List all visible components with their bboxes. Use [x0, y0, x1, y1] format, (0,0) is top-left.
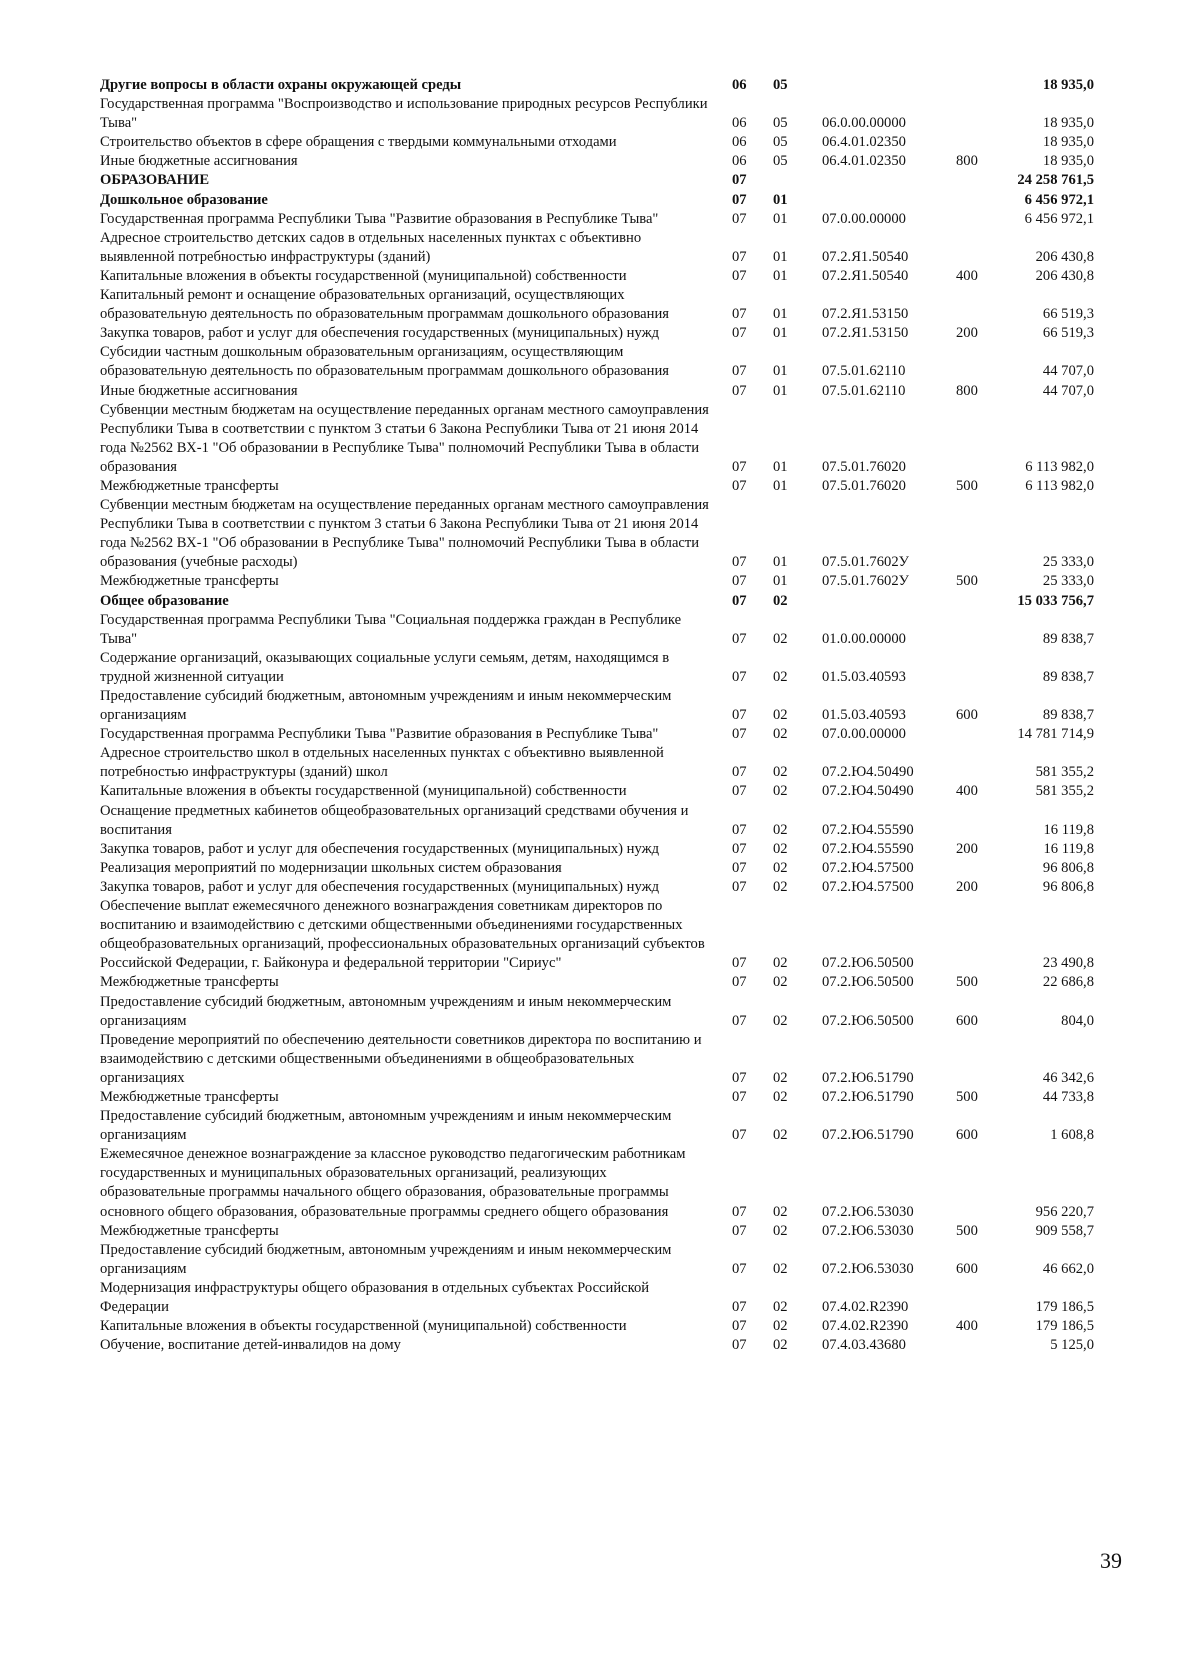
subsection-code: 02	[773, 764, 788, 781]
table-row	[100, 611, 1130, 649]
row-name: ОБРАЗОВАНИЕ	[100, 172, 210, 189]
subsection-code: 02	[773, 592, 788, 609]
section-code: 06	[732, 77, 747, 93]
table-row	[100, 859, 1130, 878]
section-code: 06	[732, 134, 747, 151]
amount: 956 220,7	[1035, 1203, 1094, 1220]
target-article-code: 07.2.Я1.50540	[822, 248, 909, 265]
expense-type-code: 200	[956, 878, 978, 895]
table-row	[100, 649, 1130, 687]
table-row	[100, 840, 1130, 859]
section-code: 07	[732, 707, 747, 724]
expense-type-code: 500	[956, 1088, 978, 1105]
expense-type-code: 400	[956, 1318, 978, 1335]
row-name: Капитальный ремонт и оснащение образовательных организаций, осуществляющих образовательную деятельность по образовательным программам дошкольного образования	[100, 287, 669, 323]
target-article-code: 07.4.02.R2390	[822, 1299, 909, 1315]
target-article-code: 06.0.00.00000	[822, 115, 906, 132]
amount: 1 608,8	[1050, 1127, 1094, 1144]
section-code: 07	[732, 306, 747, 323]
row-name: Предоставление субсидий бюджетным, автономным учреждениям и иным некоммерческим организациям	[100, 1241, 672, 1277]
target-article-code: 07.0.00.00000	[822, 726, 906, 743]
amount: 66 519,3	[1042, 306, 1094, 323]
target-article-code: 07.5.01.62110	[822, 363, 906, 380]
target-article-code: 07.5.01.7602У	[822, 573, 909, 590]
amount: 18 935,0	[1042, 153, 1094, 170]
table-row	[100, 572, 1130, 591]
target-article-code: 07.2.Ю4.50490	[822, 764, 914, 781]
table-row	[100, 382, 1130, 401]
target-article-code: 01.0.00.00000	[822, 630, 906, 647]
expense-type-code: 500	[956, 974, 978, 991]
table-row	[100, 324, 1130, 343]
expense-type-code: 600	[956, 1260, 978, 1277]
subsection-code: 02	[773, 955, 788, 972]
table-row	[100, 95, 1130, 133]
row-name: Строительство объектов в сфере обращения с твердыми коммунальными отходами	[100, 134, 617, 151]
row-name: Субвенции местным бюджетам на осуществление переданных органам местного самоуправления Республики Тыва в соответствии с пунктом 3 статьи 6 Закона Республики Тыва от 21 июня 2014 года №2562 ВХ-1 "Об образовании в Республике Тыва" полномочий Республики Тыва в области образования	[100, 401, 709, 475]
row-name: Закупка товаров, работ и услуг для обеспечения государственных (муниципальных) нужд	[100, 325, 660, 342]
amount: 581 355,2	[1035, 764, 1094, 781]
section-code: 07	[732, 974, 747, 991]
row-name: Предоставление субсидий бюджетным, автономным учреждениям и иным некоммерческим организациям	[100, 993, 672, 1029]
table-row	[100, 152, 1130, 171]
target-article-code: 07.5.01.7602У	[822, 554, 909, 571]
subsection-code: 01	[773, 267, 788, 284]
subsection-code: 05	[773, 115, 788, 132]
table-row	[100, 496, 1130, 572]
amount: 14 781 714,9	[1017, 726, 1094, 743]
expense-type-code: 600	[956, 1127, 978, 1144]
row-name: Субсидии частным дошкольным образовательным организациям, осуществляющим образовательную деятельность по образовательным программам дошкольного образования	[100, 344, 669, 380]
amount: 44 707,0	[1042, 363, 1094, 380]
table-row	[100, 171, 1130, 190]
subsection-code: 02	[773, 1088, 788, 1105]
row-name: Адресное строительство школ в отдельных населенных пунктах с объективно выявленной потребностью инфраструктуры (зданий) школ	[100, 745, 664, 781]
target-article-code: 01.5.03.40593	[822, 668, 906, 685]
subsection-code: 02	[773, 1069, 788, 1086]
row-name: Адресное строительство детских садов в отдельных населенных пунктах с объективно выявленной потребностью инфраструктуры (зданий)	[100, 229, 642, 265]
section-code: 07	[732, 1318, 747, 1335]
target-article-code: 06.4.01.02350	[822, 153, 906, 170]
section-code: 07	[732, 573, 747, 590]
section-code: 07	[732, 1069, 747, 1086]
amount: 179 186,5	[1035, 1299, 1094, 1315]
row-name: Межбюджетные трансферты	[100, 1222, 279, 1239]
subsection-code: 02	[773, 974, 788, 991]
expense-type-code: 600	[956, 707, 978, 724]
section-code: 07	[732, 592, 747, 609]
section-code: 07	[732, 859, 747, 876]
row-name: Государственная программа Республики Тыва "Развитие образования в Республике Тыва"	[100, 726, 659, 743]
subsection-code: 02	[773, 707, 788, 724]
budget-table	[100, 76, 1130, 1355]
amount: 89 838,7	[1042, 668, 1094, 685]
table-row	[100, 782, 1130, 801]
amount: 46 662,0	[1042, 1260, 1094, 1277]
table-row	[100, 267, 1130, 286]
row-name: Межбюджетные трансферты	[100, 1088, 279, 1105]
target-article-code: 07.2.Ю4.55590	[822, 840, 914, 857]
row-name: Общее образование	[100, 592, 229, 609]
target-article-code: 07.4.03.43680	[822, 1337, 906, 1354]
amount: 804,0	[1061, 1012, 1094, 1029]
section-code: 07	[732, 458, 747, 475]
target-article-code: 07.2.Ю6.51790	[822, 1088, 914, 1105]
subsection-code: 01	[773, 210, 788, 227]
table-row	[100, 1031, 1130, 1088]
subsection-code: 02	[773, 1299, 788, 1315]
row-name: Субвенции местным бюджетам на осуществление переданных органам местного самоуправления Республики Тыва в соответствии с пунктом 3 статьи 6 Закона Республики Тыва от 21 июня 2014 года №2562 ВХ-1 "Об образовании в Республике Тыва" полномочий Республики Тыва в области образования (учебные расходы)	[100, 497, 709, 571]
table-row	[100, 744, 1130, 782]
subsection-code: 02	[773, 821, 788, 838]
section-code: 07	[732, 1222, 747, 1239]
row-name: Проведение мероприятий по обеспечению деятельности советников директора по воспитанию и взаимодействию с детскими общественными объединениями в общеобразовательных организациях	[100, 1031, 702, 1086]
table-row	[100, 1336, 1130, 1355]
row-name: Капитальные вложения в объекты государственной (муниципальной) собственности	[100, 1318, 627, 1335]
subsection-code: 02	[773, 1337, 788, 1354]
amount: 23 490,8	[1042, 955, 1094, 972]
amount: 16 119,8	[1043, 821, 1094, 838]
expense-type-code: 500	[956, 573, 978, 590]
target-article-code: 07.2.Ю4.50490	[822, 783, 914, 800]
section-code: 07	[732, 210, 747, 227]
subsection-code: 01	[773, 458, 788, 475]
subsection-code: 02	[773, 840, 788, 857]
section-code: 07	[732, 840, 747, 857]
section-code: 06	[732, 153, 747, 170]
subsection-code: 02	[773, 878, 788, 895]
table-row	[100, 477, 1130, 496]
target-article-code: 07.2.Я1.53150	[822, 325, 909, 342]
subsection-code: 01	[773, 477, 788, 494]
section-code: 07	[732, 172, 747, 189]
amount: 89 838,7	[1042, 707, 1094, 724]
amount: 6 456 972,1	[1024, 210, 1094, 227]
subsection-code: 02	[773, 1260, 788, 1277]
section-code: 07	[732, 821, 747, 838]
expense-type-code: 200	[956, 840, 978, 857]
amount: 22 686,8	[1042, 974, 1094, 991]
expense-type-code: 400	[956, 783, 978, 800]
subsection-code: 01	[773, 382, 788, 399]
subsection-code: 01	[773, 554, 788, 571]
section-code: 07	[732, 1260, 747, 1277]
target-article-code: 07.2.Я1.53150	[822, 306, 909, 323]
section-code: 07	[732, 764, 747, 781]
subsection-code: 01	[773, 191, 788, 208]
table-row	[100, 1145, 1130, 1221]
target-article-code: 07.2.Ю6.53030	[822, 1222, 914, 1239]
section-code: 07	[732, 1088, 747, 1105]
section-code: 07	[732, 630, 747, 647]
section-code: 07	[732, 248, 747, 265]
amount: 25 333,0	[1042, 573, 1094, 590]
section-code: 07	[732, 363, 747, 380]
target-article-code: 07.2.Ю6.50500	[822, 1012, 914, 1029]
section-code: 07	[732, 1203, 747, 1220]
target-article-code: 07.2.Ю6.53030	[822, 1203, 914, 1220]
table-row	[100, 592, 1130, 611]
page-number: 39	[1100, 1548, 1122, 1573]
section-code: 07	[732, 1299, 747, 1315]
subsection-code: 05	[773, 153, 788, 170]
amount: 179 186,5	[1035, 1318, 1094, 1335]
row-name: Межбюджетные трансферты	[100, 477, 279, 494]
row-name: Государственная программа Республики Тыва "Социальная поддержка граждан в Республике Тыва"	[100, 611, 682, 647]
section-code: 07	[732, 726, 747, 743]
expense-type-code: 800	[956, 382, 978, 399]
amount: 581 355,2	[1035, 783, 1094, 800]
amount: 44 733,8	[1042, 1088, 1094, 1105]
row-name: Оснащение предметных кабинетов общеобразовательных организаций средствами обучения и воспитания	[100, 802, 689, 838]
subsection-code: 01	[773, 325, 788, 342]
row-name: Межбюджетные трансферты	[100, 573, 279, 590]
amount: 44 707,0	[1042, 382, 1094, 399]
target-article-code: 07.2.Ю6.53030	[822, 1260, 914, 1277]
section-code: 07	[732, 477, 747, 494]
section-code: 07	[732, 325, 747, 342]
row-name: Закупка товаров, работ и услуг для обеспечения государственных (муниципальных) нужд	[100, 840, 660, 857]
section-code: 07	[732, 1337, 747, 1354]
table-row	[100, 1088, 1130, 1107]
subsection-code: 01	[773, 306, 788, 323]
section-code: 07	[732, 554, 747, 571]
amount: 25 333,0	[1042, 554, 1094, 571]
table-row	[100, 133, 1130, 152]
target-article-code: 07.5.01.62110	[822, 382, 906, 399]
target-article-code: 07.5.01.76020	[822, 477, 906, 494]
table-row	[100, 401, 1130, 477]
row-name: Обеспечение выплат ежемесячного денежного вознаграждения советникам директоров по воспитанию и взаимодействию с детскими общественными объединениями государственных общеобразовательных организаций, профессиональных образовательных организаций субъектов Российской Федерации, г. Байконура и федеральной территории "Сириус"	[100, 898, 705, 972]
subsection-code: 02	[773, 783, 788, 800]
subsection-code: 01	[773, 363, 788, 380]
row-name: Межбюджетные трансферты	[100, 974, 279, 991]
row-name: Обучение, воспитание детей-инвалидов на дому	[100, 1337, 401, 1354]
row-name: Предоставление субсидий бюджетным, автономным учреждениям и иным некоммерческим организациям	[100, 1108, 672, 1144]
amount: 206 430,8	[1035, 248, 1094, 265]
expense-type-code: 600	[956, 1012, 978, 1029]
row-name: Реализация мероприятий по модернизации школьных систем образования	[100, 859, 562, 876]
section-code: 07	[732, 783, 747, 800]
amount: 15 033 756,7	[1017, 592, 1094, 609]
table-row	[100, 76, 1130, 95]
target-article-code: 07.2.Я1.50540	[822, 267, 909, 284]
target-article-code: 07.2.Ю6.50500	[822, 955, 914, 972]
amount: 6 456 972,1	[1024, 191, 1094, 208]
target-article-code: 07.2.Ю6.51790	[822, 1069, 914, 1086]
row-name: Предоставление субсидий бюджетным, автономным учреждениям и иным некоммерческим организациям	[100, 688, 672, 724]
row-name: Модернизация инфраструктуры общего образования в отдельных субъектах Российской Федерации	[100, 1279, 650, 1315]
subsection-code: 02	[773, 1318, 788, 1335]
subsection-code: 01	[773, 573, 788, 590]
row-name: Ежемесячное денежное вознаграждение за классное руководство педагогическим работникам государственных и муниципальных образовательных организаций, реализующих образовательные программы начального общего образования, образовательные программы основного общего образования, образовательные программы среднего общего образования	[100, 1146, 686, 1220]
expense-type-code: 500	[956, 477, 978, 494]
amount: 18 935,0	[1042, 77, 1094, 93]
table-row	[100, 210, 1130, 229]
amount: 206 430,8	[1035, 267, 1094, 284]
row-name: Содержание организаций, оказывающих социальные услуги семьям, детям, находящимся в трудной жизненной ситуации	[100, 649, 670, 685]
target-article-code: 07.5.01.76020	[822, 458, 906, 475]
target-article-code: 07.2.Ю4.57500	[822, 878, 914, 895]
expense-type-code: 800	[956, 153, 978, 170]
subsection-code: 02	[773, 726, 788, 743]
section-code: 07	[732, 955, 747, 972]
amount: 16 119,8	[1043, 840, 1094, 857]
subsection-code: 02	[773, 668, 788, 685]
table-row	[100, 1279, 1130, 1317]
subsection-code: 02	[773, 630, 788, 647]
table-row	[100, 286, 1130, 324]
expense-type-code: 500	[956, 1222, 978, 1239]
table-row	[100, 1317, 1130, 1336]
amount: 96 806,8	[1042, 859, 1094, 876]
section-code: 07	[732, 191, 747, 208]
section-code: 07	[732, 878, 747, 895]
expense-type-code: 400	[956, 267, 978, 284]
subsection-code: 02	[773, 1127, 788, 1144]
amount: 18 935,0	[1042, 134, 1094, 151]
section-code: 07	[732, 267, 747, 284]
target-article-code: 07.0.00.00000	[822, 210, 906, 227]
subsection-code: 02	[773, 1203, 788, 1220]
row-name: Дошкольное образование	[100, 191, 268, 208]
section-code: 07	[732, 382, 747, 399]
amount: 6 113 982,0	[1025, 477, 1094, 494]
target-article-code: 07.2.Ю4.55590	[822, 821, 914, 838]
row-name: Капитальные вложения в объекты государственной (муниципальной) собственности	[100, 267, 627, 284]
table-row	[100, 878, 1130, 897]
amount: 5 125,0	[1050, 1337, 1094, 1354]
target-article-code: 07.4.02.R2390	[822, 1318, 909, 1335]
amount: 96 806,8	[1042, 878, 1094, 895]
subsection-code: 05	[773, 134, 788, 151]
table-row	[100, 687, 1130, 725]
subsection-code: 02	[773, 859, 788, 876]
row-name: Другие вопросы в области охраны окружающей среды	[100, 77, 462, 93]
table-row	[100, 973, 1130, 992]
table-row	[100, 802, 1130, 840]
table-row	[100, 897, 1130, 973]
expense-type-code: 200	[956, 325, 978, 342]
amount: 909 558,7	[1035, 1222, 1094, 1239]
row-name: Государственная программа "Воспроизводство и использование природных ресурсов Республики Тыва"	[100, 96, 708, 132]
target-article-code: 07.2.Ю4.57500	[822, 859, 914, 876]
subsection-code: 02	[773, 1012, 788, 1029]
table-row	[100, 725, 1130, 744]
subsection-code: 05	[773, 77, 788, 93]
subsection-code: 01	[773, 248, 788, 265]
row-name: Иные бюджетные ассигнования	[100, 153, 298, 170]
section-code: 07	[732, 668, 747, 685]
table-row	[100, 1107, 1130, 1145]
table-row	[100, 229, 1130, 267]
table-row	[100, 343, 1130, 381]
subsection-code: 02	[773, 1222, 788, 1239]
amount: 18 935,0	[1042, 115, 1094, 132]
table-row	[100, 993, 1130, 1031]
section-code: 07	[732, 1012, 747, 1029]
row-name: Иные бюджетные ассигнования	[100, 382, 298, 399]
row-name: Капитальные вложения в объекты государственной (муниципальной) собственности	[100, 783, 627, 800]
amount: 89 838,7	[1042, 630, 1094, 647]
target-article-code: 07.2.Ю6.50500	[822, 974, 914, 991]
target-article-code: 07.2.Ю6.51790	[822, 1127, 914, 1144]
amount: 66 519,3	[1042, 325, 1094, 342]
table-row	[100, 1222, 1130, 1241]
amount: 6 113 982,0	[1025, 458, 1094, 475]
target-article-code: 01.5.03.40593	[822, 707, 906, 724]
amount: 24 258 761,5	[1017, 172, 1094, 189]
section-code: 06	[732, 115, 747, 132]
table-row	[100, 1241, 1130, 1279]
amount: 46 342,6	[1042, 1069, 1094, 1086]
target-article-code: 06.4.01.02350	[822, 134, 906, 151]
table-row	[100, 191, 1130, 210]
row-name: Закупка товаров, работ и услуг для обеспечения государственных (муниципальных) нужд	[100, 878, 660, 895]
section-code: 07	[732, 1127, 747, 1144]
row-name: Государственная программа Республики Тыва "Развитие образования в Республике Тыва"	[100, 210, 659, 227]
